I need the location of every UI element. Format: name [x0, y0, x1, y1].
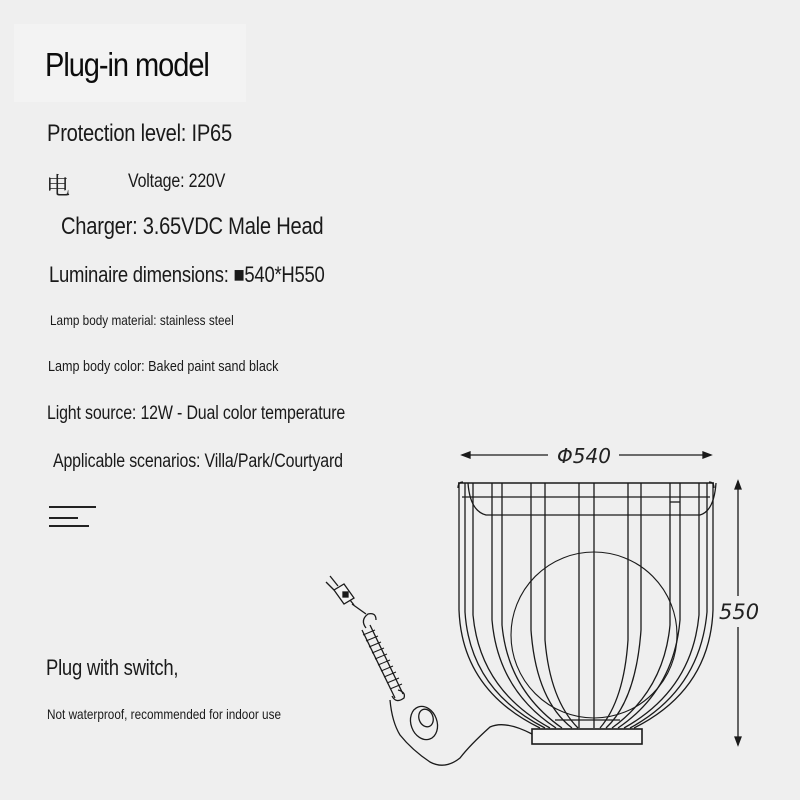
- spec-light-source: Light source: 12W - Dual color temperature: [47, 403, 346, 424]
- electricity-glyph-icon: 电: [46, 172, 70, 200]
- height-label: 550: [719, 600, 760, 624]
- spec-color: Lamp body color: Baked paint sand black: [48, 358, 279, 375]
- spec-scenarios: Applicable scenarios: Villa/Park/Courtyard: [53, 451, 343, 472]
- coiled-cord-icon: [352, 604, 404, 701]
- spec-protection-level: Protection level: IP65: [47, 120, 232, 147]
- plug-heading: Plug with switch,: [46, 655, 179, 680]
- plug-icon: [326, 576, 354, 605]
- spec-voltage: Voltage: 220V: [128, 171, 226, 192]
- spec-material: Lamp body material: stainless steel: [50, 312, 234, 328]
- spec-charger: Charger: 3.65VDC Male Head: [61, 213, 324, 240]
- plug-note: Not waterproof, recommended for indoor use: [47, 706, 282, 722]
- spec-dimensions: Luminaire dimensions: ■540*H550: [49, 262, 325, 287]
- page-title: Plug-in model: [45, 46, 209, 83]
- diameter-label: Φ540: [557, 444, 611, 468]
